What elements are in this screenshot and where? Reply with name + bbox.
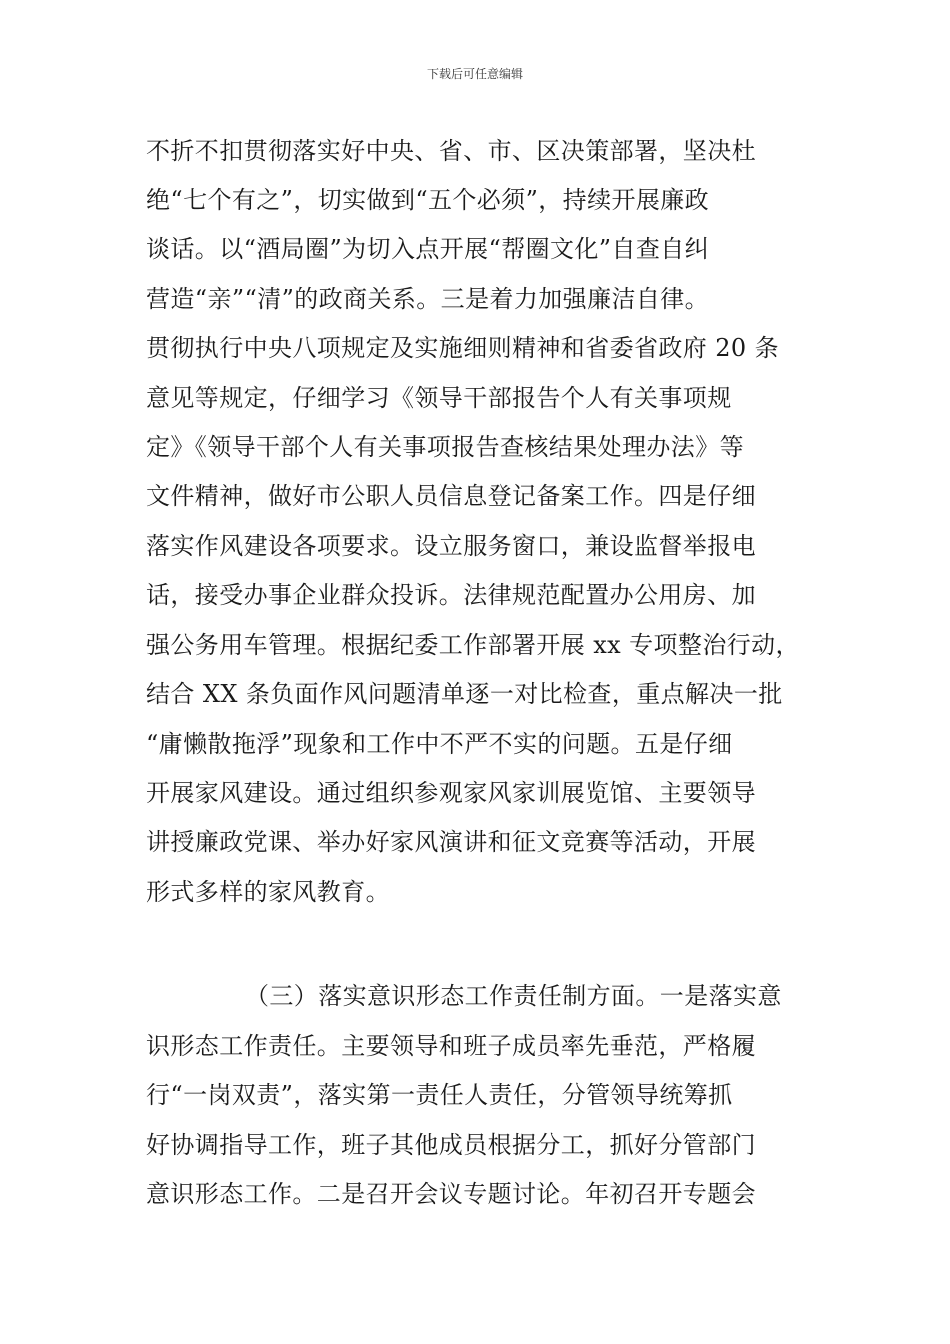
text-line: 定》《领导干部个人有关事项报告查核结果处理办法》等 [146, 433, 744, 461]
text-line: 形式多样的家风教育。 [146, 878, 390, 906]
text-line: 识形态工作责任。主要领导和班子成员率先垂范，严格履 [146, 1032, 756, 1060]
text-line: 好协调指导工作，班子其他成员根据分工，抓好分管部门 [146, 1131, 756, 1159]
text-line: 意见等规定，仔细学习《领导干部报告个人有关事项规 [146, 384, 732, 412]
text-line: 不折不扣贯彻落实好中央、省、市、区决策部署，坚决杜 [146, 137, 756, 165]
text-line: 话，接受办事企业群众投诉。法律规范配置办公用房、加 [146, 581, 756, 609]
section-heading-line: （三）落实意识形态工作责任制方面。一是落实意 [245, 982, 782, 1010]
text-line: 开展家风建设。通过组织参观家风家训展览馆、主要领导 [146, 779, 756, 807]
text-line: 文件精神，做好市公职人员信息登记备案工作。四是仔细 [146, 482, 756, 510]
text-line: 落实作风建设各项要求。设立服务窗口，兼设监督举报电 [146, 532, 756, 560]
text-line: 绝“七个有之”，切实做到“五个必须”，持续开展廉政 [146, 186, 710, 214]
text-line: 营造“亲”“清”的政商关系。三是着力加强廉洁自律。 [146, 285, 710, 313]
text-line: 意识形态工作。二是召开会议专题讨论。年初召开专题会 [146, 1180, 756, 1208]
text-line: 谈话。以“酒局圈”为切入点开展“帮圈文化”自查自纠 [146, 235, 710, 263]
text-line: 行“一岗双责”，落实第一责任人责任，分管领导统筹抓 [146, 1081, 733, 1109]
text-line: 贯彻执行中央八项规定及实施细则精神和省委省政府 20 条 [146, 334, 779, 362]
text-line: 讲授廉政党课、举办好家风演讲和征文竞赛等活动，开展 [146, 828, 756, 856]
text-line: “庸懒散拖浮”现象和工作中不严不实的问题。五是仔细 [146, 730, 733, 758]
text-line: 结合 XX 条负面作风问题清单逐一对比检查，重点解决一批 [146, 680, 783, 708]
page-header: 下载后可任意编辑 [426, 67, 523, 81]
text-line: 强公务用车管理。根据纪委工作部署开展 xx 专项整治行动， [146, 631, 800, 659]
